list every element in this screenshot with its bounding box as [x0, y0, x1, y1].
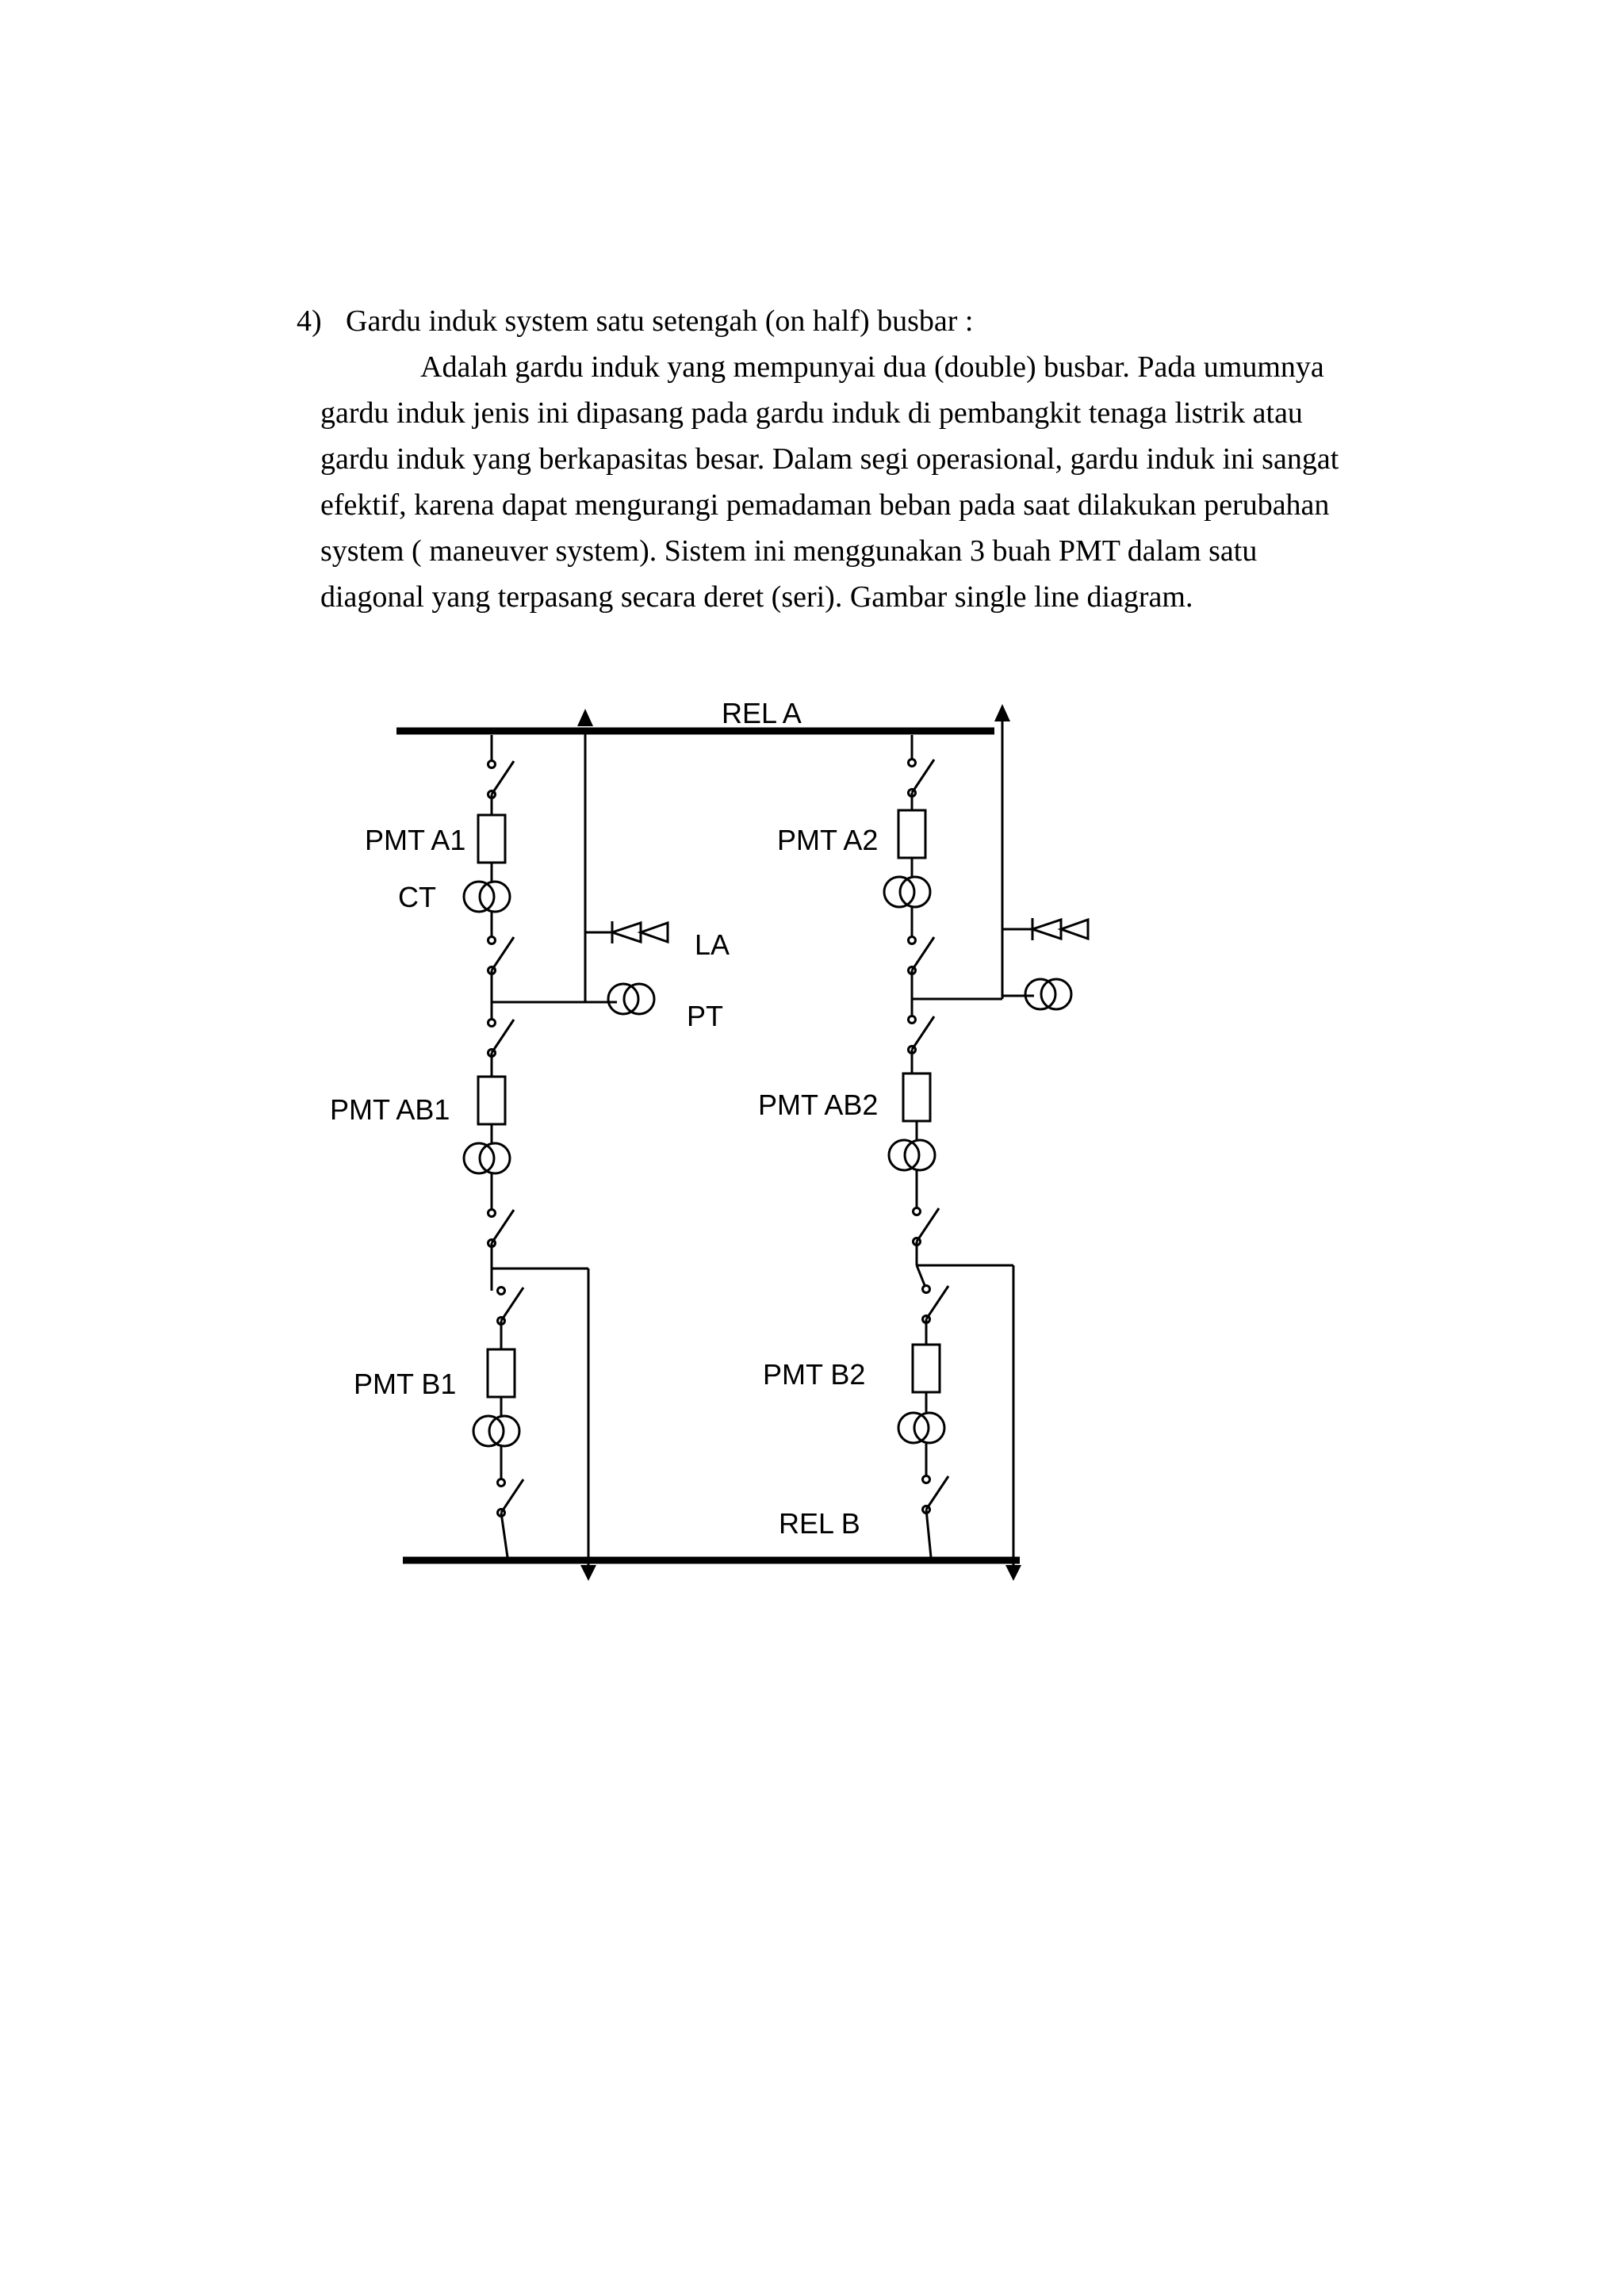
- paragraph-line: Adalah gardu induk yang mempunyai dua (double) busbar. Pada umumnya: [420, 350, 1324, 384]
- paragraph-line: system ( maneuver system). Sistem ini menggunakan 3 buah PMT dalam satu: [320, 534, 1258, 568]
- label-pt: PT: [687, 1000, 724, 1032]
- arrow-up-icon: [994, 704, 1010, 721]
- busbar-rel-a-label: REL A: [722, 697, 802, 729]
- arrow-down-icon: [580, 1565, 596, 1581]
- busbar-rel-b-label: REL B: [779, 1507, 860, 1540]
- paragraph-line: diagonal yang terpasang secara deret (seri). Gambar single line diagram.: [320, 580, 1193, 614]
- label-pmt-b2: PMT B2: [763, 1358, 866, 1391]
- arrow-down-icon: [1005, 1565, 1021, 1581]
- paragraph-line: gardu induk jenis ini dipasang pada gardu induk di pembangkit tenaga listrik atau: [320, 396, 1303, 430]
- section-title: Gardu induk system satu setengah (on half) busbar :: [346, 304, 974, 338]
- arrow-up-icon: [577, 709, 593, 726]
- label-pmt-b1: PMT B1: [354, 1368, 457, 1400]
- label-ct: CT: [398, 881, 436, 913]
- paragraph-line: efektif, karena dapat mengurangi pemadaman beban pada saat dilakukan perubahan: [320, 488, 1330, 522]
- left-diagonal: [464, 728, 668, 1573]
- label-pmt-ab1: PMT AB1: [330, 1093, 450, 1126]
- right-diagonal: [884, 714, 1088, 1573]
- label-la: LA: [695, 928, 730, 961]
- label-pmt-a2: PMT A2: [777, 824, 879, 856]
- label-pmt-a1: PMT A1: [365, 824, 466, 856]
- section-number: 4): [297, 304, 322, 338]
- paragraph-line: gardu induk yang berkapasitas besar. Dalam segi operasional, gardu induk ini sangat: [320, 442, 1339, 476]
- label-pmt-ab2: PMT AB2: [758, 1089, 879, 1121]
